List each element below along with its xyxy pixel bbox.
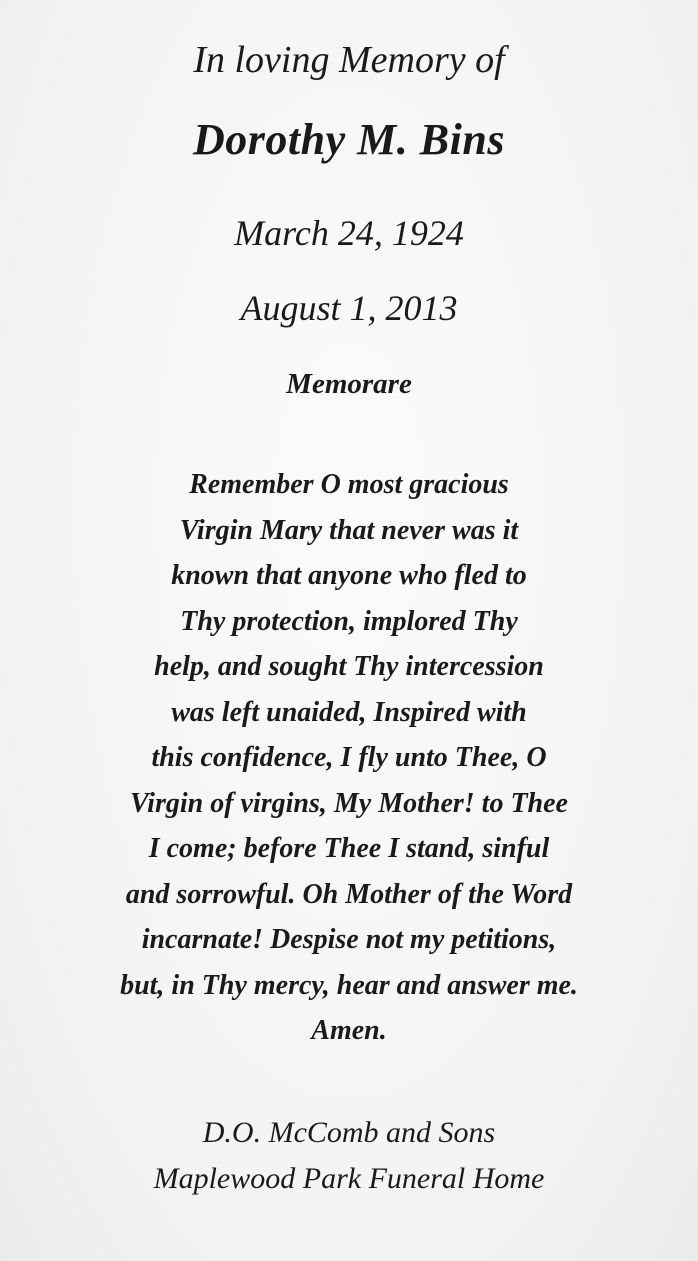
memorial-heading: In loving Memory of (193, 39, 505, 81)
prayer-title: Memorare (286, 368, 412, 400)
prayer-line: this confidence, I fly unto Thee, O (151, 742, 547, 773)
funeral-home-owner: D.O. McComb and Sons (202, 1116, 496, 1149)
prayer-line: Virgin of virgins, My Mother! to Thee (130, 787, 568, 819)
prayer-line: but, in Thy mercy, hear and answer me. (120, 969, 578, 1001)
prayer-text (0, 462, 698, 1054)
prayer-line: Thy protection, implored Thy (180, 605, 518, 637)
funeral-home-name: Maplewood Park Funeral Home (153, 1162, 545, 1195)
death-date: August 1, 2013 (240, 288, 458, 328)
prayer-line: I come; before Thee I stand, sinful (148, 833, 550, 864)
deceased-name: Dorothy M. Bins (193, 115, 505, 164)
prayer-line: incarnate! Despise not my petitions, (141, 924, 557, 955)
prayer-line: and sorrowful. Oh Mother of the Word (125, 878, 573, 910)
prayer-line: known that anyone who fled to (171, 560, 527, 591)
birth-date: March 24, 1924 (234, 213, 464, 253)
prayer-line: was left unaided, Inspired with (171, 696, 527, 728)
prayer-line: Remember O most gracious (189, 469, 509, 500)
prayer-line: Amen. (311, 1015, 387, 1046)
prayer-line: help, and sought Thy intercession (154, 651, 544, 682)
prayer-line: Virgin Mary that never was it (179, 514, 519, 546)
